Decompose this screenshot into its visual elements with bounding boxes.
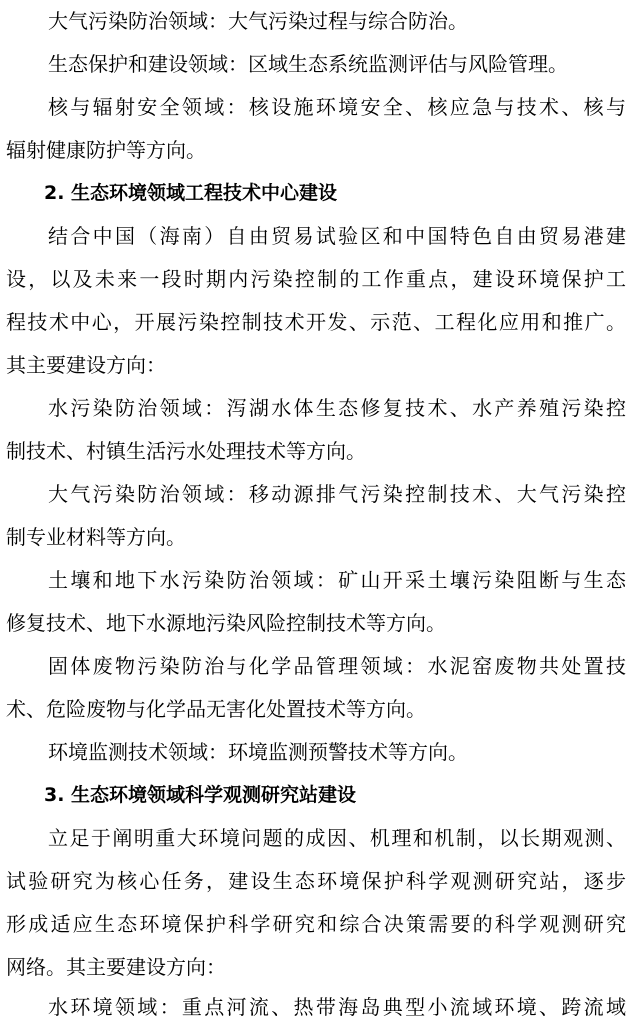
paragraph-air-line-2: 制专业材料等方向。 bbox=[6, 525, 186, 549]
paragraph-soil-line-2: 修复技术、地下水源地污染风险控制技术等方向。 bbox=[6, 611, 446, 635]
paragraph-intro-line-2: 设，以及未来一段时期内污染控制的工作重点，建设环境保护工 bbox=[6, 267, 626, 291]
paragraph-air-pollution-line: 大气污染防治领域：大气污染过程与综合防治。 bbox=[48, 9, 468, 33]
paragraph-ecology-line: 生态保护和建设领域：区域生态系统监测评估与风险管理。 bbox=[48, 52, 568, 76]
paragraph-air-line-1: 大气污染防治领域：移动源排气污染控制技术、大气污染控 bbox=[48, 482, 626, 506]
paragraph-intro-line-1: 结合中国（海南）自由贸易试验区和中国特色自由贸易港建 bbox=[48, 224, 626, 248]
paragraph-station-line-3: 形成适应生态环境保护科学研究和综合决策需要的科学观测研究 bbox=[6, 912, 626, 936]
paragraph-solid-waste-line-1: 固体废物污染防治与化学品管理领域：水泥窑废物共处置技 bbox=[48, 654, 626, 678]
paragraph-intro-line-4: 其主要建设方向： bbox=[6, 353, 166, 377]
paragraph-water-line-1: 水污染防治领域：泻湖水体生态修复技术、水产养殖污染控 bbox=[48, 396, 626, 420]
paragraph-nuclear-line-1: 核与辐射安全领域：核设施环境安全、核应急与技术、核与 bbox=[48, 95, 626, 119]
paragraph-monitoring-line: 环境监测技术领域：环境监测预警技术等方向。 bbox=[48, 740, 468, 764]
paragraph-station-line-1: 立足于阐明重大环境问题的成因、机理和机制，以长期观测、 bbox=[48, 826, 626, 850]
paragraph-intro-line-3: 程技术中心，开展污染控制技术开发、示范、工程化应用和推广。 bbox=[6, 310, 626, 334]
paragraph-water-line-2: 制技术、村镇生活污水处理技术等方向。 bbox=[6, 439, 366, 463]
paragraph-soil-line-1: 土壤和地下水污染防治领域：矿山开采土壤污染阻断与生态 bbox=[48, 568, 626, 592]
section-heading-engineering-center: 2. 生态环境领域工程技术中心建设 bbox=[44, 182, 338, 204]
paragraph-nuclear-line-2: 辐射健康防护等方向。 bbox=[6, 138, 206, 162]
paragraph-water-environment-line-1: 水环境领域：重点河流、热带海岛典型小流域环境、跨流域 bbox=[48, 995, 626, 1019]
paragraph-solid-waste-line-2: 术、危险废物与化学品无害化处置技术等方向。 bbox=[6, 697, 426, 721]
paragraph-station-line-2: 试验研究为核心任务，建设生态环境保护科学观测研究站，逐步 bbox=[6, 869, 626, 893]
section-heading-observation-station: 3. 生态环境领域科学观测研究站建设 bbox=[44, 784, 357, 806]
paragraph-station-line-4: 网络。其主要建设方向： bbox=[6, 955, 226, 979]
